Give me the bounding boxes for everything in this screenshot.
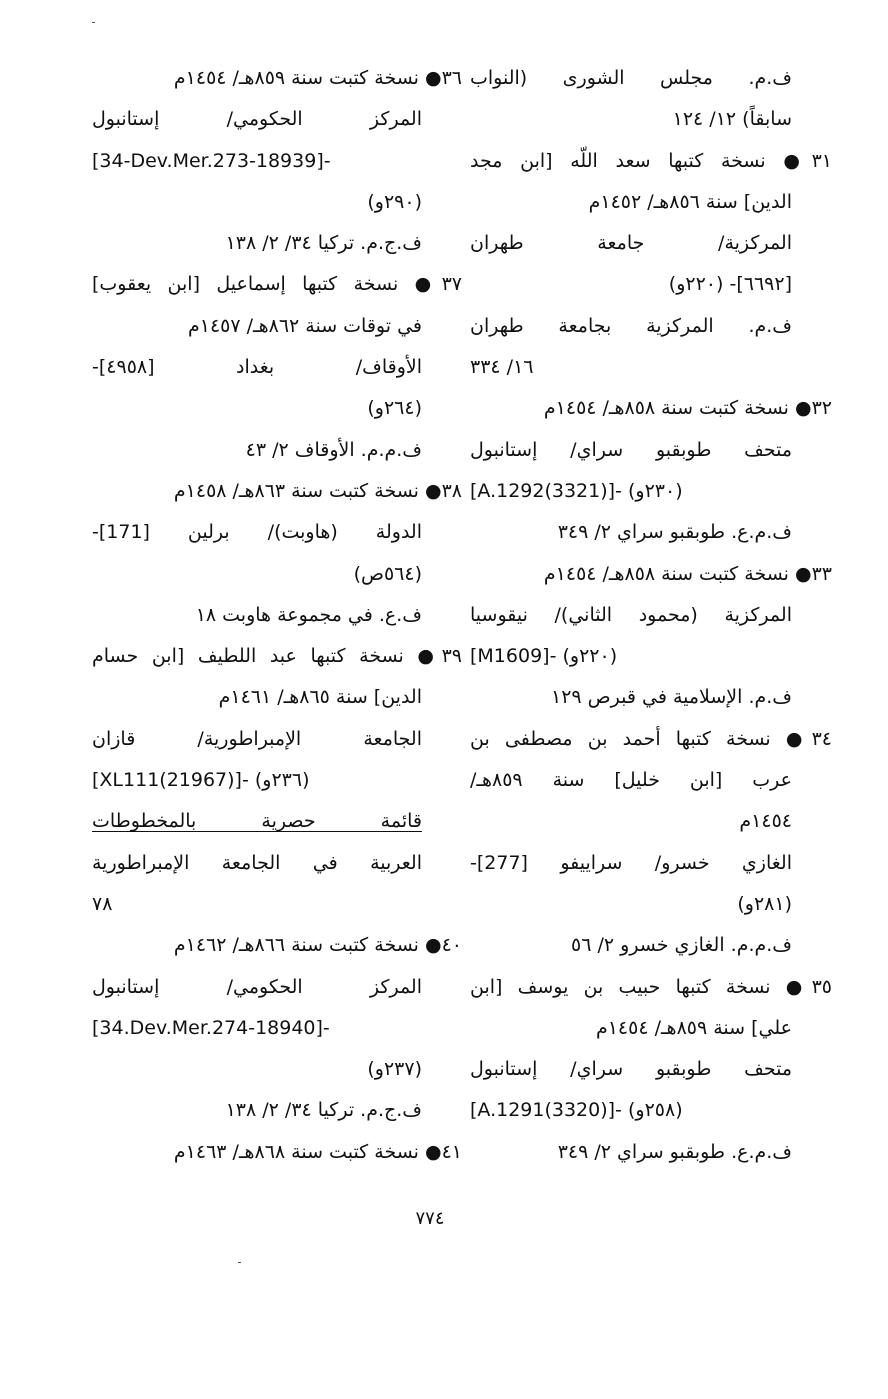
entry-line: ٣٢● نسخة كتبت سنة ٨٥٨هـ/ ١٤٥٤م	[543, 397, 832, 420]
text-line: [A.1291(3320)]- (٢٥٨و)	[470, 1099, 683, 1122]
entry-line: ٣٤● نسخة كتبها أحمد بن مصطفى بن	[470, 727, 832, 750]
left-column	[92, 58, 462, 1173]
text-line: [٦٦٩٢]- (٢٢٠و)	[668, 273, 792, 296]
text-line: العربية في الجامعة الإمبراطورية	[92, 851, 422, 874]
text-line: (٢٦٤و)	[367, 397, 422, 420]
entry-line: ٣٧● نسخة كتبها إسماعيل [ابن يعقوب]	[92, 273, 462, 296]
text-line: المركزية/ جامعة طهران	[470, 232, 792, 255]
text-line: (٢٩٠و)	[367, 190, 422, 213]
text-line: الغازي خسرو/ سراييفو [277]-	[470, 851, 792, 874]
text-line: عرب [ابن خليل] سنة ٨٥٩هـ/	[470, 769, 792, 792]
entry-line: ٣٨● نسخة كتبت سنة ٨٦٣هـ/ ١٤٥٨م	[173, 479, 462, 502]
text-line: علي] سنة ٨٥٩هـ/ ١٤٥٤م	[595, 1016, 792, 1039]
text-line: [M1609]- (٢٢٠و)	[470, 645, 618, 668]
text-line: ٧٨	[92, 892, 113, 915]
text-line: ف.م.ع. طوبقبو سراي ٢/ ٣٤٩	[557, 521, 792, 544]
text-line: ف.ع. في مجموعة هاوبت ١٨	[195, 603, 422, 626]
text-line: الدين] سنة ٨٥٦هـ/ ١٤٥٢م	[588, 190, 792, 213]
entry-line: ٣١● نسخة كتبها سعد اللّه [ابن مجد	[470, 149, 832, 172]
text-line: (٥٦٤ص)	[353, 562, 422, 585]
text-line: قائمة حصرية بالمخطوطات	[92, 810, 422, 833]
text-line: الجامعة الإمبراطورية/ قازان	[92, 727, 422, 750]
text-line: ف.م.م. الأوقاف ٢/ ٤٣	[245, 438, 422, 461]
entry-line: ٤١● نسخة كتبت سنة ٨٦٨هـ/ ١٤٦٣م	[173, 1140, 462, 1163]
text-line: الدين] سنة ٨٦٥هـ/ ١٤٦١م	[218, 686, 422, 709]
text-line: ف.ج.م. تركيا ٣٤/ ٢/ ١٣٨	[225, 1099, 422, 1122]
entry-line: ٣٦● نسخة كتبت سنة ٨٥٩هـ/ ١٤٥٤م	[173, 67, 462, 89]
right-column	[470, 58, 832, 1173]
text-line: [34.Dev.Mer.274-18940]-	[92, 1016, 330, 1039]
text-line: المركز الحكومي/ إستانبول	[92, 108, 422, 131]
text-line: في توقات سنة ٨٦٢هـ/ ١٤٥٧م	[188, 314, 422, 337]
text-line: [A.1292(3321)]- (٢٣٠و)	[470, 479, 683, 502]
text-line: ف.ج.م. تركيا ٣٤/ ٢/ ١٣٨	[225, 232, 422, 255]
text-line: (٢٨١و)	[737, 892, 792, 915]
text-line: متحف طوبقبو سراي/ إستانبول	[470, 438, 792, 461]
entry-line: ٣٣● نسخة كتبت سنة ٨٥٨هـ/ ١٤٥٤م	[543, 562, 832, 585]
entry-line: ٣٩● نسخة كتبها عبد اللطيف [ابن حسام	[92, 645, 462, 668]
text-line: المركزية (محمود الثاني)/ نيقوسيا	[470, 603, 792, 626]
text-line: ف.م. مجلس الشورى (النواب	[470, 67, 792, 89]
entry-line: ٣٥● نسخة كتبها حبيب بن يوسف [ابن	[470, 975, 832, 998]
text-line: المركز الحكومي/ إستانبول	[92, 975, 422, 998]
text-line: ف.م.م. الغازي خسرو ٢/ ٥٦	[571, 934, 792, 957]
text-line: (٢٣٧و)	[367, 1058, 422, 1081]
text-line: ف.م.ع. طوبقبو سراي ٢/ ٣٤٩	[557, 1140, 792, 1163]
text-line: ف.م. الإسلامية في قبرص ١٢٩	[551, 686, 792, 709]
text-line: متحف طوبقبو سراي/ إستانبول	[470, 1058, 792, 1081]
text-line: ١٦/ ٣٣٤	[470, 356, 534, 379]
entry-line: ٤٠● نسخة كتبت سنة ٨٦٦هـ/ ١٤٦٢م	[173, 934, 462, 957]
text-line: الأوقاف/ بغداد [٤٩٥٨]-	[92, 356, 422, 379]
text-line: [34-Dev.Mer.273-18939]-	[92, 149, 331, 172]
text-line: [XL111(21967)]- (٢٣٦و)	[92, 769, 310, 792]
page-number: ٧٧٤	[415, 1208, 445, 1229]
text-line: الدولة (هاوبت)/ برلين [171]-	[92, 521, 422, 544]
text-line: ف.م. المركزية بجامعة طهران	[470, 314, 792, 337]
scan-speck	[92, 22, 95, 23]
text-line: سابقاً) ١٢/ ١٢٤	[672, 108, 792, 131]
text-line: ١٤٥٤م	[739, 810, 792, 833]
scan-speck	[238, 1262, 241, 1263]
